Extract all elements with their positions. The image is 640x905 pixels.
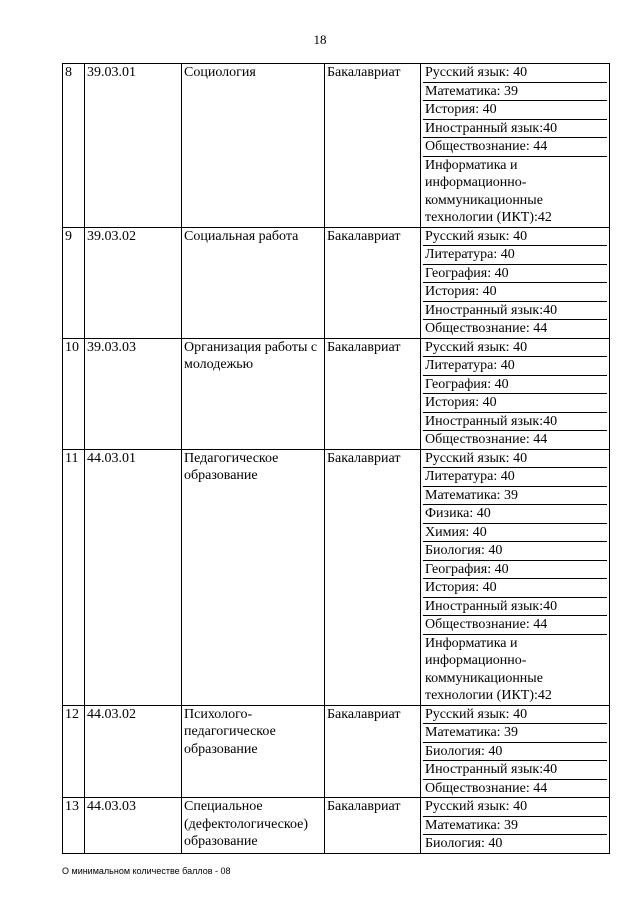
table-row xyxy=(63,227,610,338)
exam-item: Биология: 40 xyxy=(423,542,607,561)
exam-item: Физика: 40 xyxy=(423,505,607,524)
exam-item: Обществознание: 44 xyxy=(423,616,607,635)
table-row xyxy=(63,64,610,228)
exam-item: Биология: 40 xyxy=(423,743,607,762)
row-number: 12 xyxy=(63,705,85,798)
table-row xyxy=(63,798,610,854)
exam-item: Биология: 40 xyxy=(425,836,503,851)
education-level: Бакалавриат xyxy=(325,227,421,338)
program-code: 44.03.03 xyxy=(85,798,182,854)
exam-item: Русский язык: 40 xyxy=(423,798,607,817)
exam-item: История: 40 xyxy=(423,579,607,598)
row-number: 8 xyxy=(63,64,85,228)
exam-item: Химия: 40 xyxy=(423,524,607,543)
education-level: Бакалавриат xyxy=(325,449,421,705)
exam-item: Иностранный язык:40 xyxy=(423,598,607,617)
program-name: Специальное (дефектологическое) образование xyxy=(182,798,325,854)
program-code: 44.03.02 xyxy=(85,705,182,798)
exam-item: Информатика и информационно-коммуникационные технологии (ИКТ):42 xyxy=(425,157,552,225)
exam-item: История: 40 xyxy=(423,283,607,302)
exam-list xyxy=(421,64,610,228)
exam-item: История: 40 xyxy=(423,101,607,120)
exam-item: Литература: 40 xyxy=(423,468,607,487)
program-name: Психолого-педагогическое образование xyxy=(182,705,325,798)
education-level: Бакалавриат xyxy=(325,705,421,798)
exam-item: Русский язык: 40 xyxy=(423,64,607,83)
education-level: Бакалавриат xyxy=(325,64,421,228)
admission-table xyxy=(62,63,610,854)
exam-item: Иностранный язык:40 xyxy=(423,761,607,780)
table-row xyxy=(63,449,610,705)
exam-item: Русский язык: 40 xyxy=(423,339,607,358)
row-number: 9 xyxy=(63,227,85,338)
exam-item: Иностранный язык:40 xyxy=(423,302,607,321)
exam-item: Литература: 40 xyxy=(423,357,607,376)
program-code: 39.03.03 xyxy=(85,338,182,449)
exam-item: География: 40 xyxy=(423,561,607,580)
program-code: 44.03.01 xyxy=(85,449,182,705)
exam-item: Обществознание: 44 xyxy=(425,780,548,796)
exam-item: Математика: 39 xyxy=(423,83,607,102)
education-level: Бакалавриат xyxy=(325,798,421,854)
row-number: 13 xyxy=(63,798,85,854)
program-code: 39.03.01 xyxy=(85,64,182,228)
exam-list xyxy=(421,227,610,338)
program-name: Педагогическое образование xyxy=(182,449,325,705)
exam-item: География: 40 xyxy=(423,376,607,395)
education-level: Бакалавриат xyxy=(325,338,421,449)
exam-item: Математика: 39 xyxy=(423,724,607,743)
exam-item: Иностранный язык:40 xyxy=(423,120,607,139)
exam-item: Математика: 39 xyxy=(423,817,607,836)
exam-list xyxy=(421,449,610,705)
exam-item: Литература: 40 xyxy=(423,246,607,265)
exam-list xyxy=(421,338,610,449)
exam-item: Обществознание: 44 xyxy=(425,321,548,336)
exam-item: Математика: 39 xyxy=(423,487,607,506)
program-name: Социальная работа xyxy=(182,227,325,338)
program-code: 39.03.02 xyxy=(85,227,182,338)
exam-item: История: 40 xyxy=(423,394,607,413)
exam-list xyxy=(421,798,610,854)
exam-item: География: 40 xyxy=(423,265,607,284)
table-row xyxy=(63,338,610,449)
exam-item: Русский язык: 40 xyxy=(423,450,607,469)
exam-list xyxy=(421,705,610,798)
exam-item: Обществознание: 44 xyxy=(423,138,607,157)
exam-item: Русский язык: 40 xyxy=(423,706,607,725)
exam-item: Информатика и информационно-коммуникационные технологии (ИКТ):42 xyxy=(425,635,552,703)
table-row xyxy=(63,705,610,798)
row-number: 10 xyxy=(63,338,85,449)
program-name: Организация работы с молодежью xyxy=(182,338,325,449)
page-number: 18 xyxy=(313,32,327,47)
footer-note: О минимальном количестве баллов - 08 xyxy=(62,866,231,876)
exam-item: Обществознание: 44 xyxy=(425,432,548,447)
exam-item: Русский язык: 40 xyxy=(423,228,607,247)
program-name: Социология xyxy=(182,64,325,228)
exam-item: Иностранный язык:40 xyxy=(423,413,607,432)
row-number: 11 xyxy=(63,449,85,705)
